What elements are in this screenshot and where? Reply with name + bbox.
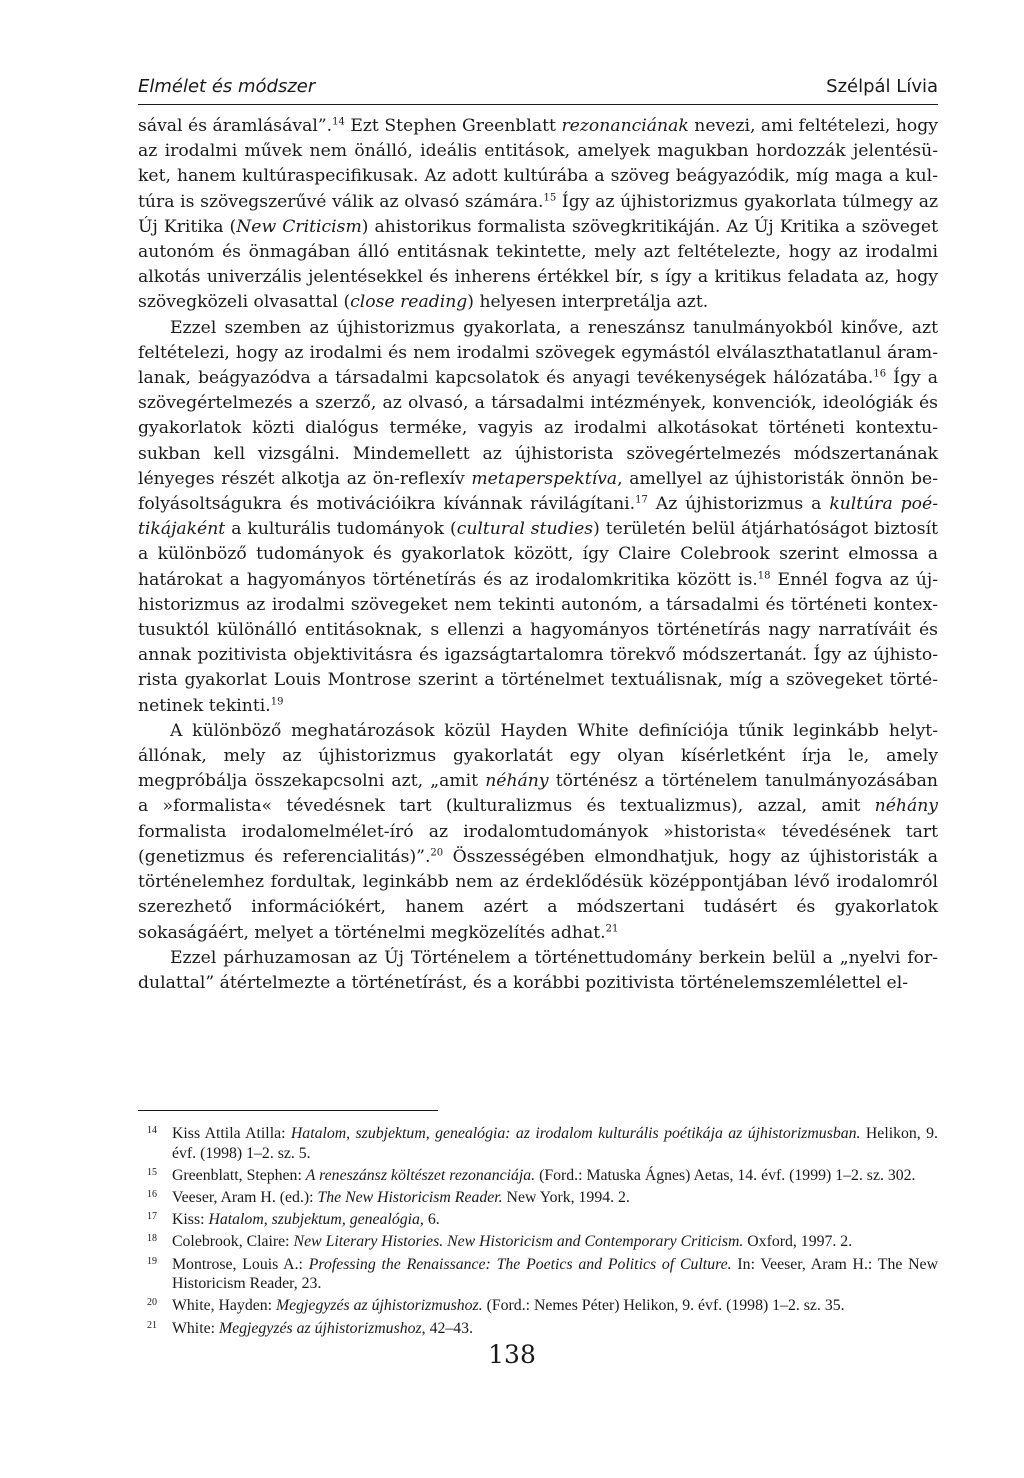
footnote <box>138 1124 938 1163</box>
text-run: Helikon, 9. évf. (1998) 1–2. sz. 5. <box>172 1125 938 1162</box>
footnote-number: 21 <box>147 1319 157 1331</box>
text-run: Oxford, 1997. 2. <box>743 1233 853 1251</box>
footnotes <box>138 1124 938 1341</box>
text-run: Montrose, Louis A.: <box>172 1255 309 1273</box>
footnote-number: 20 <box>147 1297 157 1309</box>
footnote <box>138 1188 938 1208</box>
text-run: Greenblatt, Stephen: <box>172 1166 306 1184</box>
text-run: Kiss: <box>172 1211 209 1229</box>
text-run: (Ford.: Matuska Ágnes) Aetas, 14. évf. (1999) 1–2. sz. 302. <box>535 1166 916 1184</box>
footnote-ref: 20 <box>430 847 444 859</box>
italic-text: close reading <box>350 292 468 313</box>
paragraph <box>138 946 938 996</box>
italic-text: Megjegyzés az újhistorizmushoz. <box>275 1297 483 1315</box>
text-run: White, Hayden: <box>172 1297 276 1315</box>
italic-text: The New Historicism Reader. <box>317 1188 503 1206</box>
footnote <box>138 1296 938 1316</box>
author-name: Szélpál Lívia <box>826 76 938 97</box>
footnote-ref: 17 <box>635 494 648 506</box>
italic-text: New Literary Histories. New Historicism and Contemporary Criticism. <box>293 1233 744 1251</box>
text-run: Ezzel szemben az újhistorizmus gyakorlata, a reneszánsz tanulmányokból kinőve, azt feltételezi, hogy az irodalmi és nem irodalmi szövegek egymástól elválaszthatatlanul áramlanak, beágyazódva a társadalmi kapcsolatok és anyagi tevékenységek hálózatába. <box>138 317 938 389</box>
text-run: White: <box>172 1319 219 1337</box>
text-run: történész a történelem tanulmányozásában a »formalista« tévedésnek tart (kulturalizmus és textualizmus), azzal, amit <box>138 771 938 817</box>
italic-text: Hatalom, szubjektum, genealógia <box>208 1211 420 1229</box>
text-run: ) területén belül átjárhatóságot biztosít a különböző tudományok és gyakorlatok között, így Claire Colebrook szerint elmossa a határokat a hagyományos történetírás és az irodalomkritika között is. <box>138 519 938 590</box>
text-run: Ezt Stephen Greenblatt <box>344 116 562 136</box>
footnote-number: 14 <box>147 1125 157 1136</box>
text-run: Összességében elmondhatjuk, hogy az újhistoristák a történelemhez fordultak, leginkább nem az érdeklődésük középpontjában lévő irodalomról szerezhető információkért, hanem azért a módszertani tudásért és gyakorlatok sokaságáért, melyet a történelmi megközelítés adhat. <box>138 846 938 943</box>
paragraph <box>138 114 938 316</box>
text-run: , amellyel az újhistoristák önnön befolyásoltságukra és motivációikra kívánnak rávilágítani. <box>138 468 938 515</box>
text-run: , 42–43. <box>421 1319 474 1337</box>
italic-text: rezonanciának <box>561 116 689 136</box>
italic-text: Megjegyzés az újhistorizmushoz <box>218 1319 422 1337</box>
footnote-ref: 16 <box>873 368 887 380</box>
footnote-ref: 19 <box>270 695 284 707</box>
text-run: Veeser, Aram H. (ed.): <box>172 1188 318 1206</box>
footnote-ref: 15 <box>543 191 557 203</box>
text-run: formalista irodalomelmélet-író az irodalomtudományok »historista« tévedésének tart (genetizmus és referencialitás)”. <box>138 821 938 867</box>
text-run: a kulturális tudományok ( <box>225 519 457 540</box>
text-run: In: Veeser, Aram H.: The New Historicism Reader, 23. <box>172 1255 938 1293</box>
italic-text: kultúra poétikájaként <box>138 494 939 540</box>
footnote-ref: 14 <box>332 116 345 128</box>
paragraph <box>138 719 938 946</box>
italic-text: A reneszánsz költészet rezonanciája. <box>305 1166 536 1184</box>
footnote-number: 18 <box>147 1233 157 1245</box>
italic-text: metaperspektíva <box>471 468 618 489</box>
italic-text: Professing the Renaissance: The Poetics and Politics of Culture. <box>308 1255 732 1273</box>
footnote-number: 17 <box>147 1211 157 1223</box>
header-rule <box>138 104 938 105</box>
text-run: sával és áramlásával”. <box>138 116 333 136</box>
footnote <box>138 1232 938 1252</box>
footnote-ref: 18 <box>757 569 771 581</box>
text-run: Így a szövegértelmezés a szerző, az olvasó, a társadalmi intézmények, konvenciók, ideológiák és gyakorlatok közti dialógus terméke, vagyis az irodalmi alkotásokat történeti kontextusukban kell vizsgálni. Mindemellett az újhistorista szövegértelmezés módszertanának lényeges részét alkotja az ön-reflexív <box>138 368 938 489</box>
italic-text: néhány <box>874 796 938 817</box>
footnote-ref: 21 <box>605 922 619 934</box>
footnote <box>138 1210 938 1230</box>
footnote-number: 16 <box>147 1188 157 1200</box>
italic-text: New Criticism <box>236 216 362 237</box>
text-run: Az újhistorizmus a <box>647 494 830 515</box>
text-run: Ennél fogva az újhistorizmus az irodalmi szövegeket nem tekinti autonóm, a társadalmi és történeti kontextusuktól különálló entitásoknak, s ellenzi a hagyományos történetírás nagy narratíváit és annak pozitivista objektivitásra és igazságtartalomra törekvő módszertanát. Így az újhistorista gyakorlat Louis Montrose szerint a történelmet textuálisnak, míg a szövegeket történetinek tekinti. <box>138 569 939 716</box>
text-run: New York, 1994. 2. <box>502 1188 630 1206</box>
footnote-separator <box>138 1110 438 1111</box>
footnote-number: 15 <box>147 1166 157 1178</box>
text-run: Ezzel párhuzamosan az Új Történelem a történettudomány berkein belül a „nyelvi fordulattal” átértelmezte a történetírást, és a korábbi pozitivista történelemszemlélettel el- <box>138 947 938 993</box>
text-run: Colebrook, Claire: <box>172 1233 294 1251</box>
italic-text: cultural studies <box>456 519 594 540</box>
footnote-number: 19 <box>147 1255 157 1267</box>
italic-text: néhány <box>485 771 549 792</box>
main-text <box>138 114 938 996</box>
footnote <box>138 1319 938 1339</box>
page-number: 138 <box>488 1340 536 1369</box>
text-run: (Ford.: Nemes Péter) Helikon, 9. évf. (1998) 1–2. sz. 35. <box>482 1297 845 1315</box>
text-run: , 6. <box>419 1211 440 1229</box>
text-run: ) helyesen interpretálja azt. <box>467 292 709 313</box>
footnote <box>138 1166 938 1186</box>
text-run: Kiss Attila Atilla: <box>172 1125 291 1142</box>
section-title: Elmélet és módszer <box>138 76 316 97</box>
footnote <box>138 1255 938 1294</box>
italic-text: Hatalom, szubjektum, genealógia: az irodalom kulturális poétikája az újhistorizmusban. <box>290 1125 861 1142</box>
text-run: nevezi, ami feltételezi, hogy az irodalmi művek nem önálló, ideális entitások, amelyek magukban hordozzák jelentésüket, hanem kultúraspecifikusak. Az adott kultúrába a szöveg beágyazódik, míg maga a kultúra is szövegszerűvé válik az olvasó számára. <box>138 116 938 212</box>
paragraph <box>138 316 938 719</box>
text-run: Így az újhistorizmus gyakorlata túlmegy az Új Kritika ( <box>138 191 939 237</box>
text-run: A különböző meghatározások közül Hayden White definíciója tűnik leginkább helytállónak, mely az újhistorizmus gyakorlatát egy olyan kísérletként írja le, amely megpróbálja összekapcsolni azt, „amit <box>138 720 938 792</box>
text-run: ) ahistorikus formalista szövegkritikáján. Az Új Kritika a szöveget autonóm és önmagában álló entitásnak tekintette, mely azt feltételezte, hogy az irodalmi alkotás univerzális jelentésekkel és inherens értékkel bír, s így a kritikus feladata az, hogy szövegközeli olvasattal ( <box>138 216 938 313</box>
